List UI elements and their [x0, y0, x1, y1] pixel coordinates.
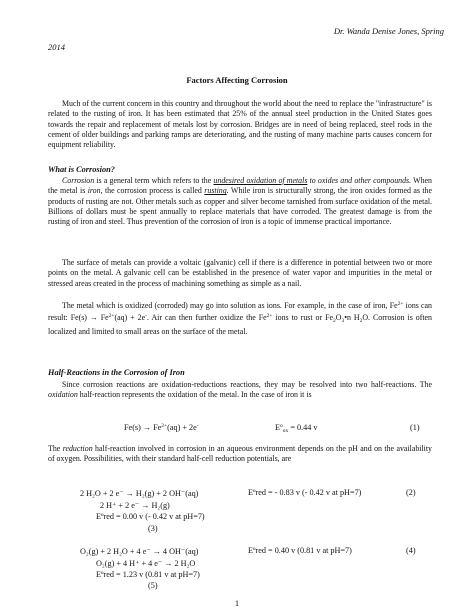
page-title: Factors Affecting Corrosion — [186, 75, 288, 85]
equation-3-potential: Eºred = 0.00 v (- 0.42 v at pH=7) — [96, 512, 205, 521]
intro-paragraph: Much of the current concern in this country and throughout the world about the need to replace the "infrastructure" is related to the rusting of iron. It has been estimated that 25% of the annual steel production in the United States goes towards the repair and replacement of metals lost by corrosion. Bridges are in need of being replaced, steel rods in the cement of older buildings and parking ramps are deteriorating, and the rusting of many machine parts causes concern for equipment reliability. — [48, 99, 432, 150]
equation-4-potential: Eºred = 0.40 v (0.81 v at pH=7) — [248, 546, 352, 555]
equation-2-potential: Eºred = - 0.83 v (- 0.42 v at pH=7) — [248, 488, 362, 497]
equation-2-number: (2) — [406, 488, 416, 497]
header-year: 2014 — [48, 42, 65, 52]
heading-half-reactions: Half-Reactions in the Corrosion of Iron — [48, 368, 185, 377]
half-reactions-paragraph-2: The reduction half-reaction involved in corrosion in an aqueous environment depends on the pH and on the availability of oxygen. Possibilities, with their standard half-cell reduction potentials, are — [48, 444, 432, 464]
equation-1-potential: $E^o_{ox} = 0.44$ v — [275, 423, 318, 434]
equation-1-reaction: $Fe(s) \to Fe^{2+}(aq) + 2e^-$ — [124, 423, 199, 432]
half-reactions-paragraph-1: Since corrosion reactions are oxidation-reductions reactions, they may be resolved into two half-reactions. The oxidation half-reaction represents the oxidation of the metal. In the case of iron it is — [48, 380, 432, 400]
underlined-definition: undesired oxidation of metals — [213, 176, 308, 185]
corrosion-paragraph-3: The metal which is oxidized (corroded) may go into solution as ions. For example, in the case of iron, $Fe^{2+}$ ions can result: $Fe(s) \to Fe^{2+}(aq) + 2e^-$. Air can then further oxidize the $Fe^{2+}$ ions to rust or $Fe_2O_3•n$ $H_2O$. Corrosion is often localized and limited to small areas on the surface of the metal. — [48, 301, 432, 336]
equation-2-reaction: 2 H₂O + 2 e⁻ → H₂(g) + 2 OH⁻(aq) — [80, 489, 199, 498]
header-author: Dr. Wanda Denise Jones, Spring — [333, 26, 444, 36]
term-corrosion: Corrosion — [62, 176, 95, 185]
equation-5-number: (5) — [148, 581, 158, 590]
equation-5-potential: Eºred = 1.23 v (0.81 v at pH=7) — [96, 570, 200, 579]
equation-4-reaction: O₂(g) + 2 H₂O + 4 e⁻ → 4 OH⁻(aq) — [80, 547, 199, 556]
equation-1-number: (1) — [410, 423, 420, 432]
corrosion-paragraph-1: Corrosion is a general term which refers to the undesired oxidation of metals to oxides and other compounds. When the metal is iron, the corrosion process is called rusting. While iron is structurally strong, the iron oxides formed as the products of rusting are not. Other metals such as copper and silver become tarnished from surface oxidation of the metal. Billions of dollars must be spent annually to replace materials that have corroded. The greatest damage is from the rusting of iron and steel. Thus prevention of the corrosion of iron is a topic of immense practical importance. — [48, 176, 432, 227]
heading-what-is-corrosion: What is Corrosion? — [48, 165, 115, 174]
equation-5-reaction: O₂(g) + 4 H⁺ + 4 e⁻ → 2 H₂O — [96, 559, 196, 568]
corrosion-paragraph-2: The surface of metals can provide a voltaic (galvanic) cell if there is a difference in potential between two or more points on the metal. A galvanic cell can be established in the presence of water vapor and impurities in the metal or stressed areas created in the process of machining something as simple as a nail. — [48, 258, 432, 288]
equation-4-number: (4) — [406, 546, 416, 555]
equation-3-number: (3) — [148, 524, 158, 533]
equation-3-reaction: 2 H⁺ + 2 e⁻ → H₂(g) — [100, 501, 170, 510]
page-number: 1 — [234, 598, 240, 608]
